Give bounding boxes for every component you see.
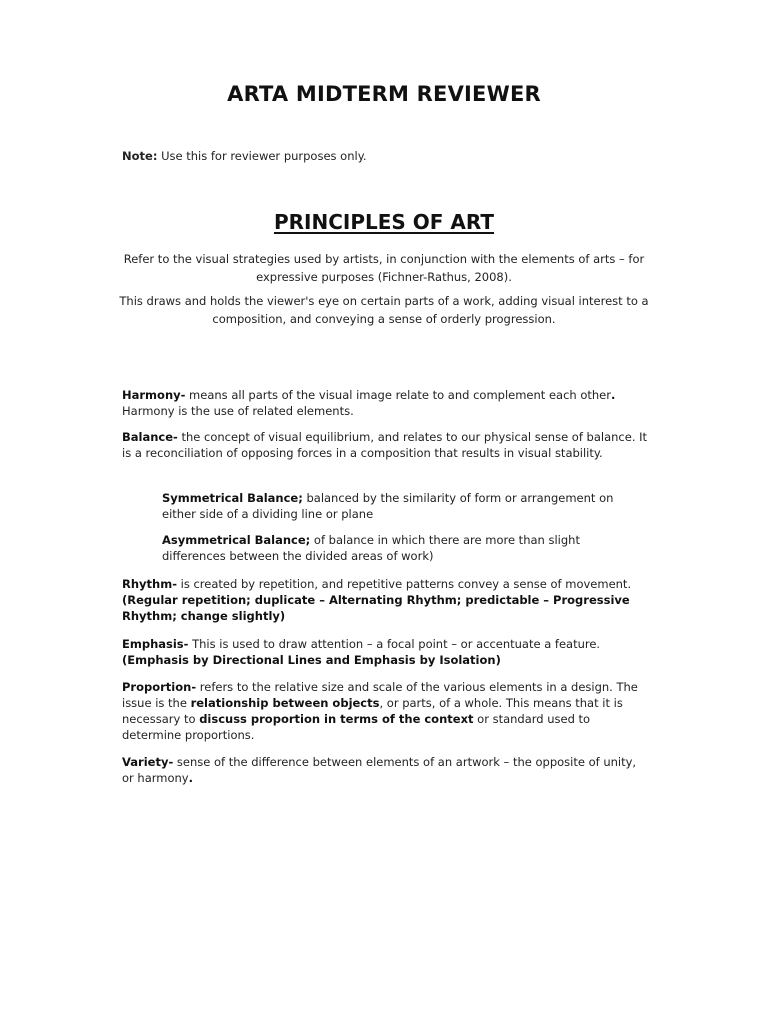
note-label: Note: (122, 149, 158, 163)
note-text: Use this for reviewer purposes only. (157, 149, 367, 163)
symmetrical-balance-term: Symmetrical Balance; (162, 491, 303, 505)
harmony-entry (122, 387, 648, 419)
balance-text: the concept of visual equilibrium, and relates to our physical sense of balance. It is a reconciliation of opposing forces in a composition that results in visual stability. (122, 430, 648, 460)
proportion-bold-a: relationship between objects (190, 696, 380, 710)
proportion-entry (122, 679, 648, 743)
symmetrical-balance-entry (162, 490, 632, 522)
proportion-bold-b: discuss proportion in terms of the context (199, 712, 474, 726)
variety-term: Variety- (122, 755, 174, 769)
rhythm-detail: (Regular repetition; duplicate – Alternating Rhythm; predictable – Progressive Rhythm; change slightly) (122, 593, 630, 623)
proportion-term: Proportion- (122, 680, 197, 694)
harmony-text-2: Harmony is the use of related elements. (122, 404, 354, 418)
emphasis-entry (122, 636, 648, 668)
asymmetrical-balance-entry (162, 532, 632, 564)
variety-period: . (188, 771, 193, 785)
emphasis-term: Emphasis- (122, 637, 189, 651)
proportion-text-c: or standard used to determine proportions. (122, 712, 591, 742)
rhythm-term: Rhythm- (122, 577, 177, 591)
variety-text: sense of the difference between elements of an artwork – the opposite of unity, or harmony (122, 755, 637, 785)
asymmetrical-balance-text: of balance in which there are more than slight differences between the divided areas of work) (162, 533, 580, 563)
harmony-term: Harmony- (122, 388, 186, 402)
symmetrical-balance-text: balanced by the similarity of form or arrangement on either side of a dividing line or plane (162, 491, 614, 521)
intro-paragraph-1: Refer to the visual strategies used by artists, in conjunction with the elements of arts – for expressive purposes (Fichner-Rathus, 2008). (123, 252, 645, 284)
variety-entry (122, 754, 648, 786)
emphasis-detail: (Emphasis by Directional Lines and Emphasis by Isolation) (122, 653, 501, 667)
rhythm-text: is created by repetition, and repetitive patterns convey a sense of movement. (176, 577, 632, 591)
balance-term: Balance- (122, 430, 178, 444)
emphasis-text: This is used to draw attention – a focal point – or accentuate a feature. (188, 637, 601, 651)
rhythm-entry (122, 576, 648, 624)
note-line (122, 149, 367, 163)
intro-paragraph-2: This draws and holds the viewer's eye on certain parts of a work, adding visual interest to a composition, and conveying a sense of orderly progression. (119, 294, 649, 326)
balance-entry (122, 429, 648, 461)
proportion-text-a: refers to the relative size and scale of the various elements in a design. The issue is the (122, 680, 638, 710)
proportion-text-b: , or parts, of a whole. This means that it is necessary to (122, 696, 623, 726)
section-title: PRINCIPLES OF ART (273, 210, 495, 234)
asymmetrical-balance-term: Asymmetrical Balance; (162, 533, 311, 547)
harmony-text: means all parts of the visual image relate to and complement each other (185, 388, 611, 402)
harmony-period: . (610, 388, 616, 402)
document-title: ARTA MIDTERM REVIEWER (227, 82, 541, 106)
